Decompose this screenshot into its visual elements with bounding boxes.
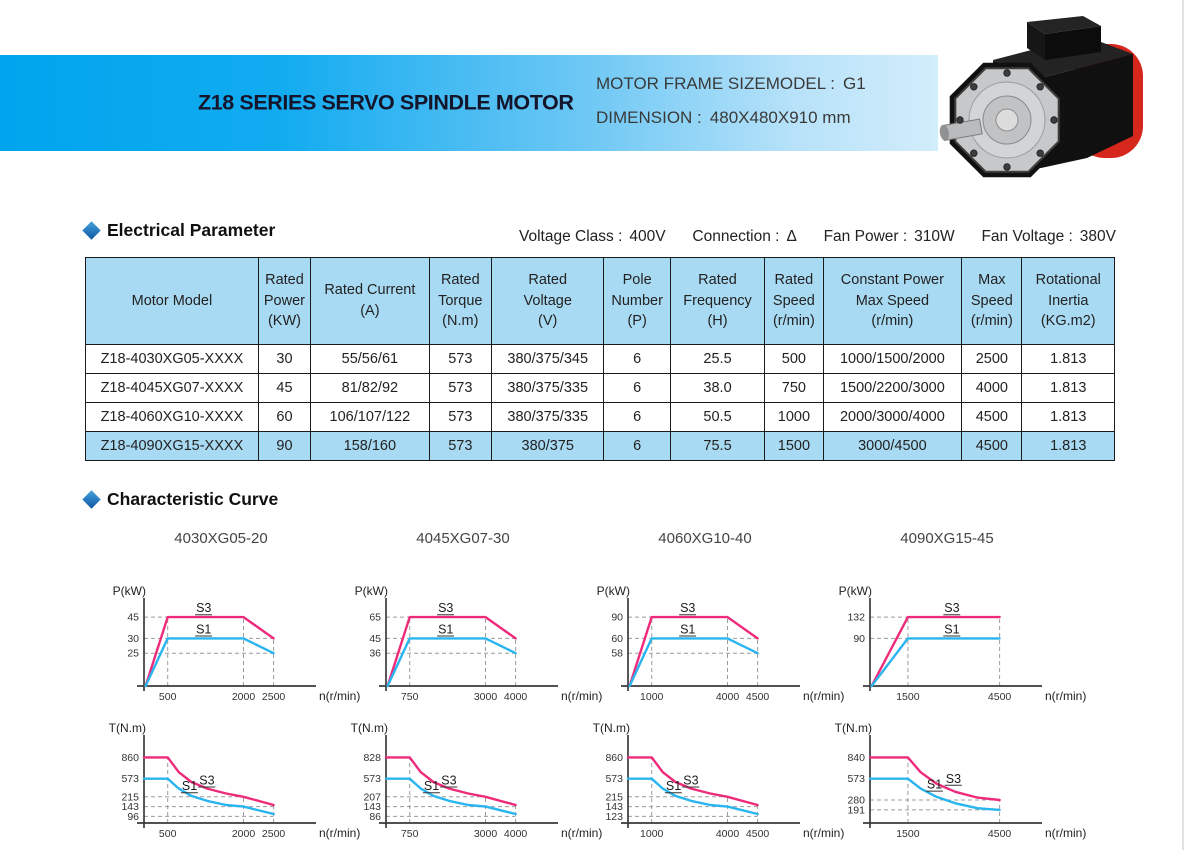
series-label-s1: S1 xyxy=(680,622,696,637)
series-label-s1: S1 xyxy=(665,779,682,794)
table-cell: 1.813 xyxy=(1022,432,1115,461)
chart-title: 4045XG07-30 xyxy=(416,530,510,547)
svg-text:573: 573 xyxy=(121,773,139,786)
curve-s3 xyxy=(872,617,1000,686)
svg-text:500: 500 xyxy=(158,828,177,840)
diamond-icon xyxy=(82,490,100,508)
characteristic-curve-title: Characteristic Curve xyxy=(107,489,279,509)
table-cell: 6 xyxy=(604,403,670,432)
table-cell: 380/375/345 xyxy=(491,345,604,374)
svg-text:750: 750 xyxy=(400,691,419,703)
electrical-specs-line xyxy=(519,228,1116,246)
table-cell: 3000/4500 xyxy=(823,432,962,461)
table-cell: 6 xyxy=(604,345,670,374)
curve-chart-torque-4090 xyxy=(826,720,1087,850)
svg-text:36: 36 xyxy=(369,647,381,660)
svg-text:207: 207 xyxy=(363,791,381,804)
table-cell: 1000 xyxy=(765,403,823,432)
curve-chart-power-4060 xyxy=(584,583,845,713)
y-axis-label: P(kW) xyxy=(112,584,146,598)
series-label-s3: S3 xyxy=(441,773,457,788)
series-label-s1: S1 xyxy=(196,622,212,637)
x-axis-label: n(r/min) xyxy=(803,689,845,703)
series-label-s3: S3 xyxy=(945,771,962,786)
table-cell: 573 xyxy=(429,403,491,432)
table-cell: 38.0 xyxy=(670,374,764,403)
series-label-s3: S3 xyxy=(438,601,454,616)
x-axis-label: n(r/min) xyxy=(319,826,361,840)
spec-label: Voltage Class : xyxy=(519,228,623,245)
table-cell: 60 xyxy=(258,403,310,432)
svg-text:840: 840 xyxy=(847,751,865,764)
chart-cell-torque-4030 xyxy=(100,720,361,850)
power-charts-row xyxy=(100,583,1087,713)
spec-value: 400V xyxy=(629,228,666,245)
curve-s1 xyxy=(872,638,1000,686)
svg-text:45: 45 xyxy=(369,632,381,645)
curve-s1 xyxy=(388,638,516,686)
spec-label: Fan Voltage : xyxy=(981,228,1073,245)
svg-text:143: 143 xyxy=(363,801,381,814)
dimension-value: 480X480X910 mm xyxy=(709,108,851,127)
svg-text:143: 143 xyxy=(605,801,623,814)
col-header: Rated Voltage (V) xyxy=(491,258,604,345)
chart-cell-power-4060 xyxy=(584,583,845,713)
chart-titles-row xyxy=(100,530,1068,547)
table-cell: 30 xyxy=(258,345,310,374)
svg-text:45: 45 xyxy=(127,611,139,624)
dimension-line xyxy=(596,101,866,135)
svg-text:4000: 4000 xyxy=(715,691,740,703)
svg-text:65: 65 xyxy=(369,611,381,624)
series-label-s3: S3 xyxy=(199,773,215,788)
col-header: Rated Power (KW) xyxy=(258,258,310,345)
table-cell: 2000/3000/4000 xyxy=(823,403,962,432)
svg-text:573: 573 xyxy=(847,773,865,786)
y-axis-label: T(N.m) xyxy=(350,721,388,735)
chart-cell-power-4030 xyxy=(100,583,361,713)
spec-item xyxy=(981,228,1116,246)
svg-text:280: 280 xyxy=(847,794,865,807)
svg-text:123: 123 xyxy=(605,810,623,823)
svg-text:2000: 2000 xyxy=(231,828,256,840)
chart-cell-torque-4060 xyxy=(584,720,845,850)
electrical-parameter-title: Electrical Parameter xyxy=(107,220,276,240)
table-cell: 6 xyxy=(604,374,670,403)
electrical-parameter-heading xyxy=(85,220,275,241)
svg-text:215: 215 xyxy=(605,791,623,804)
chart-title: 4060XG10-40 xyxy=(658,530,752,547)
spec-label: Connection : xyxy=(692,228,780,245)
spec-item xyxy=(519,228,666,246)
x-axis-label: n(r/min) xyxy=(803,826,845,840)
dimension-label: DIMENSION : xyxy=(596,108,702,127)
curve-s1 xyxy=(146,638,274,686)
svg-text:500: 500 xyxy=(158,691,177,703)
table-cell: 158/160 xyxy=(311,432,430,461)
table-cell: 573 xyxy=(429,374,491,403)
svg-text:4500: 4500 xyxy=(745,828,770,840)
table-cell: 81/82/92 xyxy=(311,374,430,403)
table-row xyxy=(86,432,1115,461)
col-header: Pole Number (P) xyxy=(604,258,670,345)
x-axis-label: n(r/min) xyxy=(1045,689,1087,703)
svg-text:96: 96 xyxy=(127,810,139,823)
svg-text:573: 573 xyxy=(605,773,623,786)
y-axis-label: P(kW) xyxy=(596,584,630,598)
curve-s1 xyxy=(630,638,758,686)
table-row xyxy=(86,374,1115,403)
svg-text:58: 58 xyxy=(611,647,623,660)
table-cell: Z18-4060XG10-XXXX xyxy=(86,403,259,432)
col-header: Rotational Inertia (KG.m2) xyxy=(1022,258,1115,345)
torque-charts-row xyxy=(100,720,1087,850)
table-cell: 55/56/61 xyxy=(311,345,430,374)
col-header: Constant Power Max Speed (r/min) xyxy=(823,258,962,345)
svg-text:828: 828 xyxy=(363,751,381,764)
series-label-s3: S3 xyxy=(196,601,212,616)
page-title: Z18 SERIES SERVO SPINDLE MOTOR xyxy=(198,90,574,115)
series-label-s3: S3 xyxy=(944,601,960,616)
svg-text:25: 25 xyxy=(127,647,139,660)
curve-chart-torque-4060 xyxy=(584,720,845,850)
svg-text:4500: 4500 xyxy=(745,691,770,703)
frame-size-label: MOTOR FRAME SIZEMODEL : xyxy=(596,74,835,93)
characteristic-curve-heading xyxy=(85,489,278,510)
curve-chart-torque-4045 xyxy=(342,720,603,850)
svg-text:4000: 4000 xyxy=(715,828,740,840)
svg-text:860: 860 xyxy=(121,751,139,764)
table-cell: 380/375/335 xyxy=(491,403,604,432)
curve-chart-power-4090 xyxy=(826,583,1087,713)
chart-cell-power-4090 xyxy=(826,583,1087,713)
table-cell: 380/375 xyxy=(491,432,604,461)
svg-text:90: 90 xyxy=(611,611,623,624)
page-edge-line xyxy=(1182,0,1184,850)
svg-text:191: 191 xyxy=(847,804,865,817)
col-header: Motor Model xyxy=(86,258,259,345)
motor-photo xyxy=(935,8,1170,180)
table-cell: 4500 xyxy=(962,403,1022,432)
col-header: Rated Speed (r/min) xyxy=(765,258,823,345)
electrical-parameter-table xyxy=(85,257,1115,461)
svg-text:4000: 4000 xyxy=(503,691,528,703)
svg-text:215: 215 xyxy=(121,791,139,804)
col-header: Max Speed (r/min) xyxy=(962,258,1022,345)
chart-cell-power-4045 xyxy=(342,583,603,713)
series-label-s1: S1 xyxy=(181,779,198,794)
series-label-s1: S1 xyxy=(926,777,943,792)
table-cell: Z18-4030XG05-XXXX xyxy=(86,345,259,374)
svg-text:2500: 2500 xyxy=(261,828,286,840)
table-cell: 50.5 xyxy=(670,403,764,432)
table-cell: 45 xyxy=(258,374,310,403)
svg-text:4000: 4000 xyxy=(503,828,528,840)
y-axis-label: P(kW) xyxy=(354,584,388,598)
series-label-s1: S1 xyxy=(944,622,960,637)
table-cell: 380/375/335 xyxy=(491,374,604,403)
series-label-s3: S3 xyxy=(683,773,699,788)
series-label-s1: S1 xyxy=(423,779,440,794)
svg-text:860: 860 xyxy=(605,751,623,764)
chart-title: 4030XG05-20 xyxy=(174,530,268,547)
svg-text:1000: 1000 xyxy=(640,828,664,840)
chart-title: 4090XG15-45 xyxy=(900,530,994,547)
col-header: Rated Current (A) xyxy=(311,258,430,345)
spec-item xyxy=(824,228,955,246)
table-cell: 1500 xyxy=(765,432,823,461)
spec-value: Δ xyxy=(786,228,797,245)
table-cell: 75.5 xyxy=(670,432,764,461)
svg-text:1000: 1000 xyxy=(640,691,664,703)
svg-text:86: 86 xyxy=(369,810,381,823)
spec-value: 310W xyxy=(914,228,955,245)
table-cell: 1000/1500/2000 xyxy=(823,345,962,374)
curve-chart-power-4030 xyxy=(100,583,361,713)
table-cell: Z18-4090XG15-XXXX xyxy=(86,432,259,461)
svg-text:143: 143 xyxy=(121,801,139,814)
header-banner xyxy=(0,55,938,151)
curve-chart-torque-4030 xyxy=(100,720,361,850)
svg-text:3000: 3000 xyxy=(473,828,498,840)
table-cell: 6 xyxy=(604,432,670,461)
spec-label: Fan Power : xyxy=(823,228,908,245)
svg-text:1500: 1500 xyxy=(896,691,920,703)
svg-text:4500: 4500 xyxy=(987,691,1012,703)
svg-text:30: 30 xyxy=(127,632,139,645)
y-axis-label: T(N.m) xyxy=(834,721,872,735)
svg-text:4500: 4500 xyxy=(987,828,1012,840)
svg-text:750: 750 xyxy=(400,828,419,840)
table-cell: 573 xyxy=(429,432,491,461)
motor-illustration xyxy=(935,8,1170,180)
table-cell: 1500/2200/3000 xyxy=(823,374,962,403)
svg-text:2000: 2000 xyxy=(231,691,256,703)
chart-cell-torque-4045 xyxy=(342,720,603,850)
x-axis-label: n(r/min) xyxy=(319,689,361,703)
table-cell: 500 xyxy=(765,345,823,374)
table-cell: 106/107/122 xyxy=(311,403,430,432)
table-row xyxy=(86,345,1115,374)
x-axis-label: n(r/min) xyxy=(1045,826,1087,840)
series-label-s3: S3 xyxy=(680,601,696,616)
table-cell: 25.5 xyxy=(670,345,764,374)
table-row xyxy=(86,403,1115,432)
table-cell: 90 xyxy=(258,432,310,461)
svg-text:90: 90 xyxy=(853,632,865,645)
table-cell: Z18-4045XG07-XXXX xyxy=(86,374,259,403)
x-axis-label: n(r/min) xyxy=(561,689,603,703)
col-header: Rated Torque (N.m) xyxy=(429,258,491,345)
table-cell: 1.813 xyxy=(1022,403,1115,432)
y-axis-label: P(kW) xyxy=(838,584,872,598)
table-cell: 573 xyxy=(429,345,491,374)
svg-text:60: 60 xyxy=(611,632,623,645)
table-cell: 4000 xyxy=(962,374,1022,403)
curve-chart-power-4045 xyxy=(342,583,603,713)
svg-text:573: 573 xyxy=(363,773,381,786)
chart-cell-torque-4090 xyxy=(826,720,1087,850)
x-axis-label: n(r/min) xyxy=(561,826,603,840)
table-cell: 750 xyxy=(765,374,823,403)
svg-text:3000: 3000 xyxy=(473,691,498,703)
y-axis-label: T(N.m) xyxy=(592,721,630,735)
spec-item xyxy=(692,228,796,246)
svg-text:2500: 2500 xyxy=(261,691,286,703)
spec-value: 380V xyxy=(1079,228,1116,245)
table-cell: 1.813 xyxy=(1022,345,1115,374)
frame-size-value: G1 xyxy=(842,74,866,93)
series-label-s1: S1 xyxy=(438,622,454,637)
svg-text:1500: 1500 xyxy=(896,828,920,840)
table-cell: 1.813 xyxy=(1022,374,1115,403)
frame-size-line xyxy=(596,67,866,101)
y-axis-label: T(N.m) xyxy=(108,721,146,735)
col-header: Rated Frequency (H) xyxy=(670,258,764,345)
header-info xyxy=(596,67,866,135)
svg-text:132: 132 xyxy=(847,611,865,624)
diamond-icon xyxy=(82,221,100,239)
table-cell: 2500 xyxy=(962,345,1022,374)
table-cell: 4500 xyxy=(962,432,1022,461)
